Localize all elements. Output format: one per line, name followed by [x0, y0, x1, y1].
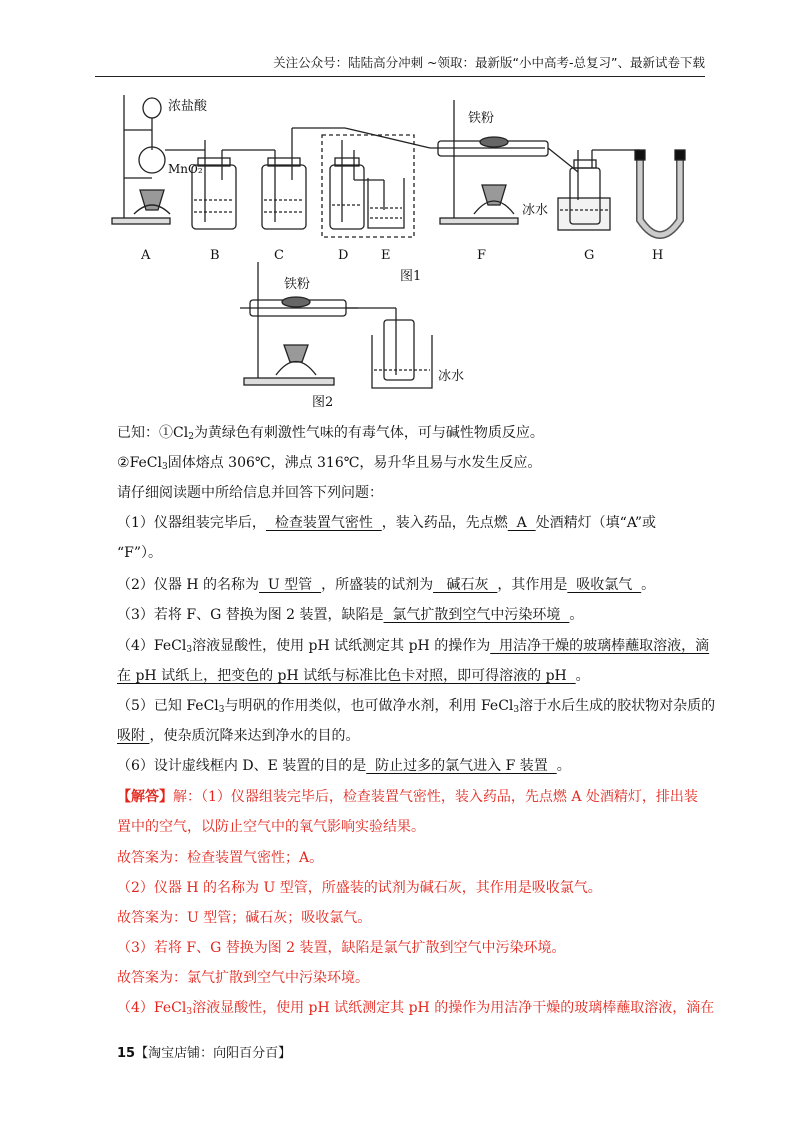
answer-tag: 【解答】	[117, 789, 173, 805]
apparatus-e	[354, 178, 404, 228]
letter-e: E	[381, 248, 391, 263]
answer-l8a: （4）FeCl	[117, 1000, 187, 1016]
q4-line2	[117, 667, 590, 685]
letter-f: F	[477, 248, 487, 263]
q5-text-a1: （5）已知 FeCl	[117, 698, 219, 714]
q5-line1	[117, 697, 715, 715]
letter-c: C	[274, 248, 284, 263]
q4-text-a1: （4）FeCl	[117, 638, 187, 654]
letter-b: B	[210, 248, 220, 263]
q2-answer-3: 吸收氯气	[567, 577, 642, 593]
q2-text-c: ，所盛装的试剂为	[321, 577, 434, 593]
q2-answer-1: U 型管	[259, 577, 322, 593]
answer-line7: 故答案为：氯气扩散到空气中污染环境。	[117, 970, 369, 986]
header-text: 关注公众号：陆陆高分冲刺 ~领取：最新版“小中高考-总复习”、最新试卷下载	[273, 55, 705, 70]
answer-line8	[117, 999, 714, 1017]
q3-answer-1: 氯气扩散到空气中污染环境	[383, 607, 570, 623]
q4-text-c: 。	[575, 668, 590, 684]
q5-text-a3: 溶于水后生成的胶状物对杂质的	[519, 698, 716, 714]
q6-answer-1: 防止过多的氯气进入 F 装置	[366, 758, 557, 774]
figure1-caption: 图1	[400, 269, 422, 284]
letter-d: D	[338, 248, 349, 263]
label-ice: 冰水	[522, 203, 549, 218]
apparatus-c	[262, 128, 430, 229]
known-1-pre: Cl	[173, 425, 189, 441]
answer-line3: 故答案为：检查装置气密性；A。	[117, 850, 324, 866]
apparatus-h	[635, 150, 685, 235]
label-mno2: MnO₂	[168, 162, 203, 176]
apparatus-figure	[0, 0, 800, 420]
page-number: 15	[117, 1046, 136, 1061]
known-2-sub: 3	[162, 462, 168, 472]
known-title: 已知：	[117, 425, 159, 441]
apparatus-d	[330, 140, 364, 229]
letter-g: G	[584, 248, 595, 263]
q2-text-e: 。	[641, 577, 656, 593]
letter-a: A	[141, 248, 151, 263]
label-hcl: 浓盐酸	[168, 99, 208, 114]
known-2	[117, 454, 541, 472]
q2-answer-2: 碱石灰	[433, 577, 498, 593]
q5-line2	[117, 727, 359, 745]
figure2-caption: 图2	[312, 395, 334, 410]
fig2-label-ice: 冰水	[438, 369, 465, 384]
q2-text-a: （2）仪器 H 的名称为	[117, 577, 260, 593]
q1-answer-1: 检查装置气密性	[265, 515, 382, 531]
shop-text: 【淘宝店铺：向阳百分百】	[135, 1046, 292, 1061]
q1-text-d: 处酒精灯（填“A”或	[535, 515, 657, 531]
q5-sub2: 3	[513, 705, 520, 715]
apparatus-g	[558, 150, 640, 230]
apparatus-f	[430, 100, 578, 224]
q5-answer-1: 吸附	[117, 728, 150, 744]
known-1	[117, 424, 544, 442]
q4-text-a2: 溶液显酸性，使用 pH 试纸测定其 pH 的操作为	[192, 638, 491, 654]
answer-line5: 故答案为：U 型管；碱石灰；吸收氯气。	[117, 910, 372, 926]
q4-answer-1b: 在 pH 试纸上，把变色的 pH 试纸与标准比色卡对照，即可得溶液的 pH	[117, 668, 576, 684]
answer-l8-sub: 3	[186, 1007, 193, 1017]
fig2-label-iron: 铁粉	[284, 277, 311, 292]
q3-text-a: （3）若将 F、G 替换为图 2 装置，缺陷是	[117, 607, 384, 623]
known-1-num: ①	[159, 425, 173, 441]
q2-text-d: ，其作用是	[497, 577, 568, 593]
q1-text-c: ，装入药品，先点燃	[381, 515, 508, 531]
answer-line4: （2）仪器 H 的名称为 U 型管，所盛装的试剂为碱石灰，其作用是吸收氯气。	[117, 880, 602, 896]
answer-line6: （3）若将 F、G 替换为图 2 装置，缺陷是氯气扩散到空气中污染环境。	[117, 940, 566, 956]
page-footer	[117, 1042, 291, 1061]
q5-text-a2: 与明矾的作用类似，也可做净水剂，利用 FeCl	[224, 698, 514, 714]
known-2-text: 固体熔点 306℃，沸点 316℃，易升华且易与水发生反应。	[167, 455, 542, 471]
q5-sub1: 3	[218, 705, 225, 715]
q6-line	[117, 757, 571, 775]
q6-text-c: 。	[556, 758, 571, 774]
letter-h: H	[652, 248, 664, 263]
q1-line2: “F”）。	[117, 545, 163, 561]
q1-answer-2: A	[507, 515, 536, 531]
answer-l1: 解：（1）仪器组装完毕后，检查装置气密性，装入药品，先点燃 A 处酒精灯，排出装	[173, 789, 698, 805]
q3-text-c: 。	[569, 607, 584, 623]
answer-line2: 置中的空气，以防止空气中的氧气影响实验结果。	[117, 819, 425, 835]
q6-text-a: （6）设计虚线框内 D、E 装置的目的是	[117, 758, 367, 774]
known-2-pre: FeCl	[129, 455, 162, 471]
q5-text-c: ，使杂质沉降来达到净水的目的。	[149, 728, 360, 744]
q1-text-a: （1）仪器组装完毕后，	[117, 515, 266, 531]
q4-answer-1a: 用洁净干燥的玻璃棒蘸取溶液，滴	[490, 638, 710, 654]
known-1-sub: 2	[188, 432, 194, 442]
known-2-num: ②	[117, 455, 130, 471]
q2-line	[117, 576, 655, 594]
q4-sub: 3	[186, 645, 193, 655]
answer-line1	[117, 788, 698, 806]
answer-l8b: 溶液显酸性，使用 pH 试纸测定其 pH 的操作为用洁净干燥的玻璃棒蘸取溶液，滴在	[192, 1000, 715, 1016]
q4-line1	[117, 637, 709, 655]
q1-line1	[117, 514, 656, 532]
known-1-text: 为黄绿色有刺激性气味的有毒气体，可与碱性物质反应。	[193, 425, 544, 441]
instruction: 请仔细阅读题中所给信息并回答下列问题：	[117, 485, 383, 501]
q3-line	[117, 606, 583, 624]
label-iron: 铁粉	[468, 111, 495, 126]
